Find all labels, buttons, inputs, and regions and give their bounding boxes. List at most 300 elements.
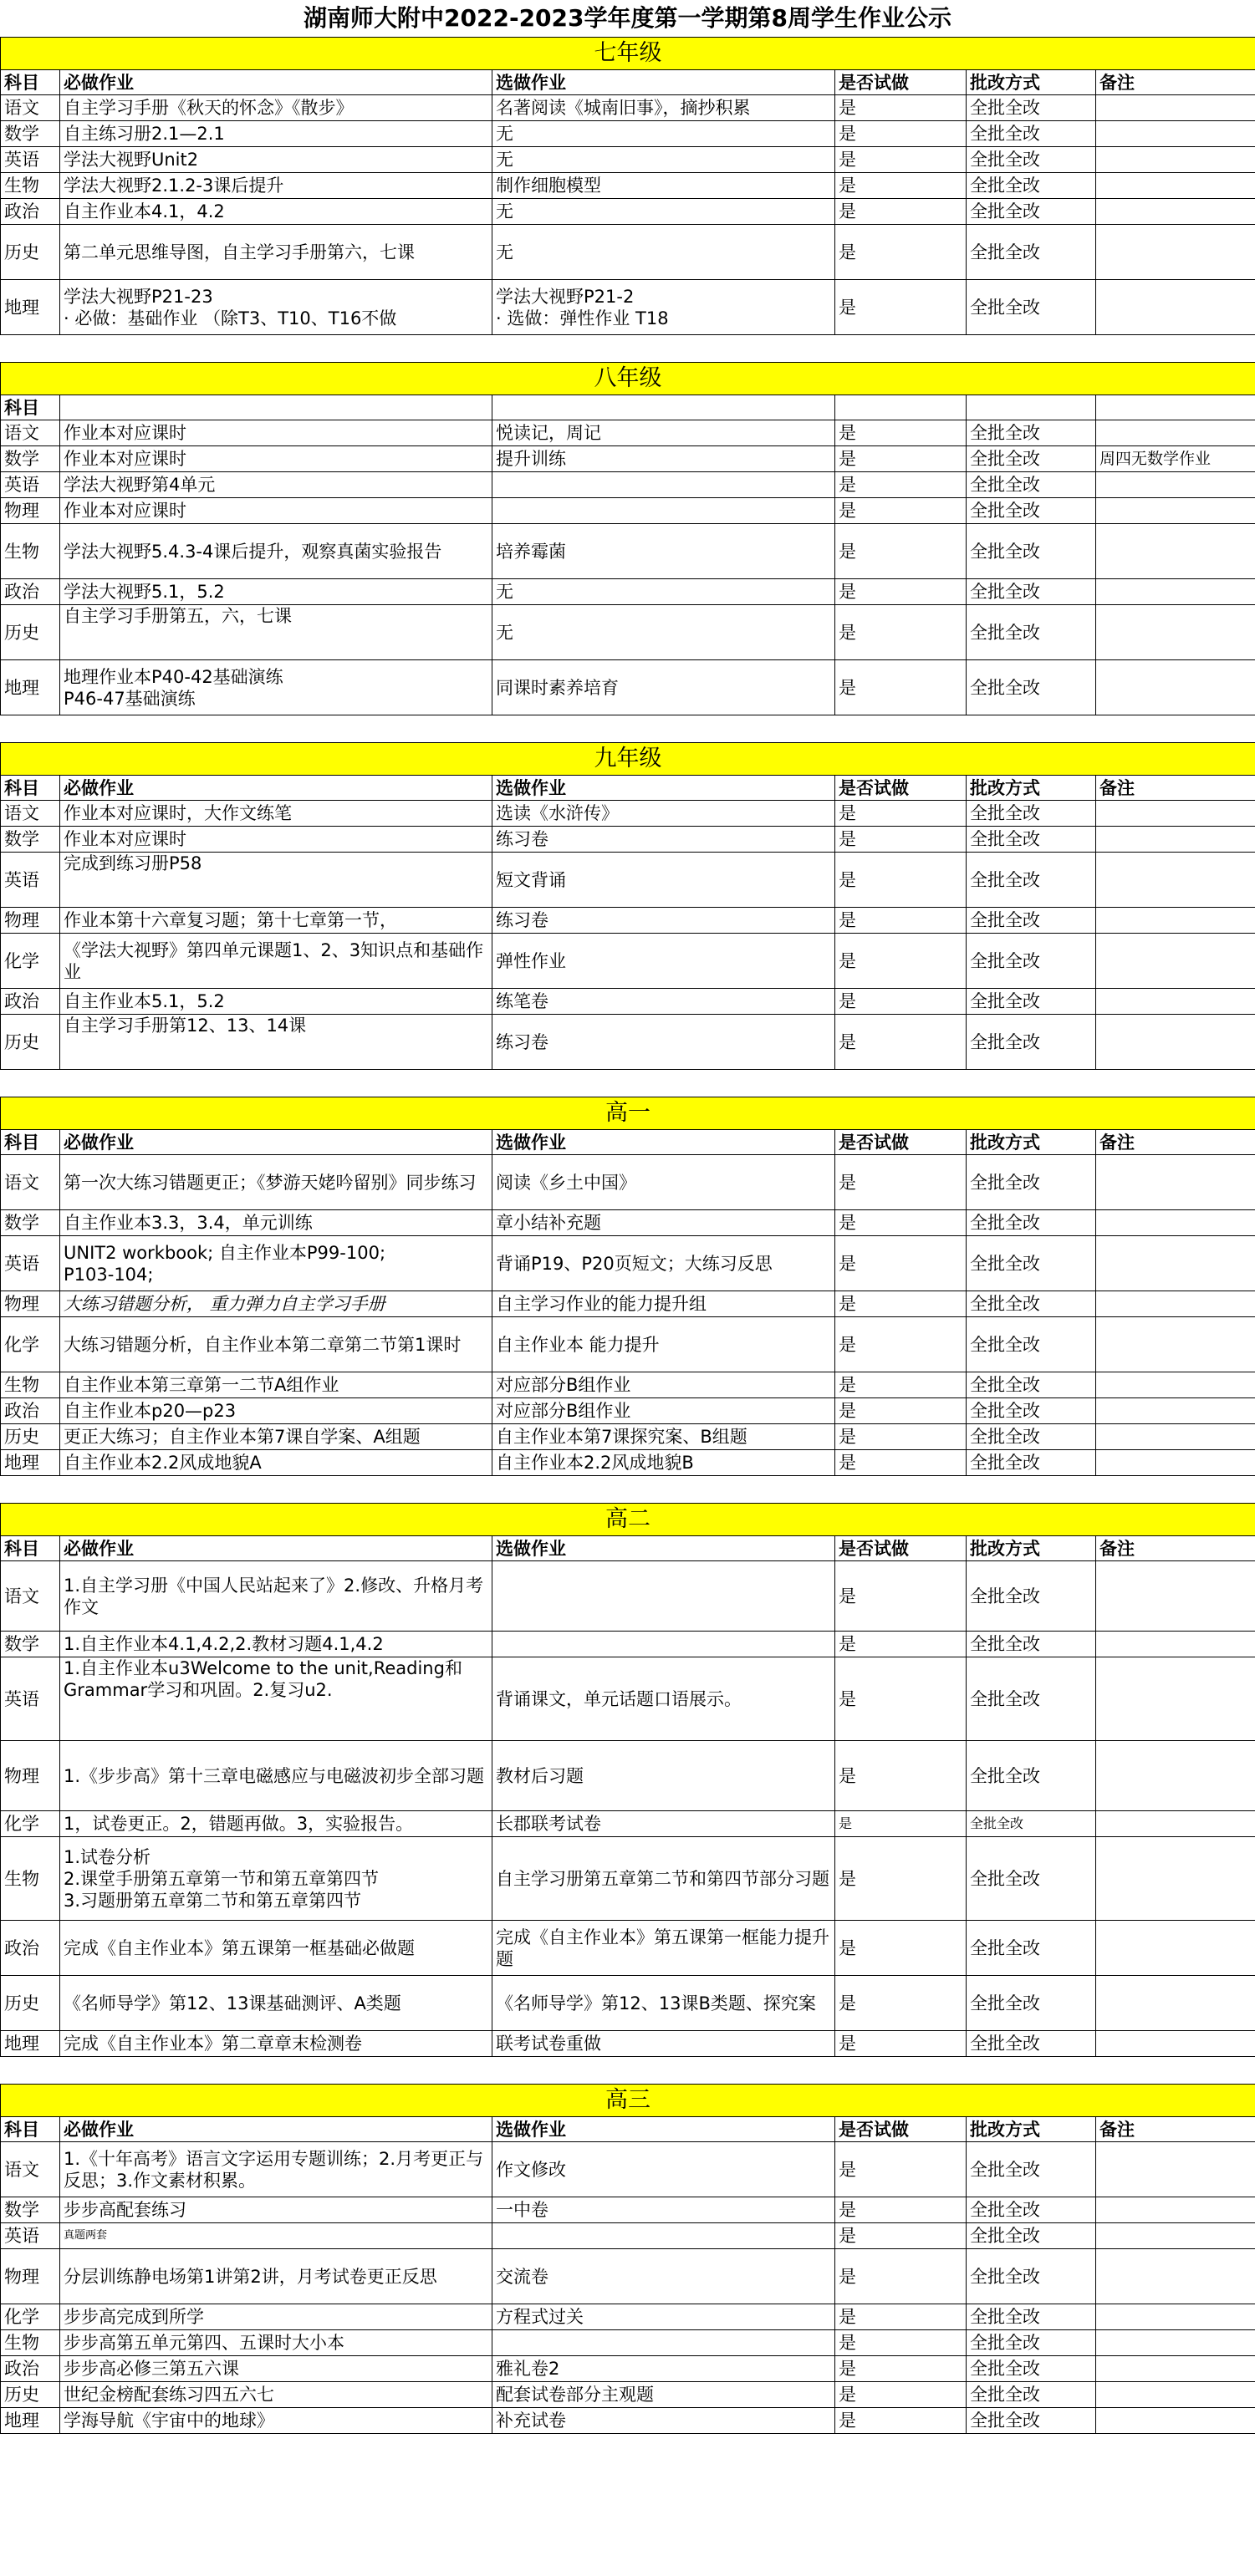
note-cell xyxy=(1096,1015,1255,1070)
table-row xyxy=(1,1741,1255,1811)
trial-cell: 是 xyxy=(835,908,967,934)
section-gap xyxy=(0,2057,1255,2084)
required-homework-cell: 自主作业本3.3，3.4，单元训练 xyxy=(60,1210,492,1236)
optional-homework-cell: 练习卷 xyxy=(492,908,835,934)
trial-cell: 是 xyxy=(835,1236,967,1291)
table-row xyxy=(1,1372,1255,1398)
optional-homework-cell: 阅读《乡土中国》 xyxy=(492,1155,835,1210)
trial-cell: 是 xyxy=(835,2223,967,2249)
subject-cell: 政治 xyxy=(1,2356,60,2382)
optional-homework-cell: 交流卷 xyxy=(492,2249,835,2304)
note-cell xyxy=(1096,2197,1255,2223)
required-homework-cell: 大练习错题分析， 重力弹力自主学习手册 xyxy=(60,1291,492,1317)
grading-cell: 全批全改 xyxy=(967,1450,1096,1476)
optional-homework-cell: 自主作业本 能力提升 xyxy=(492,1317,835,1372)
column-header-required: 必做作业 xyxy=(60,1130,492,1155)
subject-cell: 地理 xyxy=(1,280,60,335)
grading-cell: 全批全改 xyxy=(967,2304,1096,2330)
table-row xyxy=(1,280,1255,335)
optional-homework-cell xyxy=(492,2223,835,2249)
trial-cell: 是 xyxy=(835,1398,967,1424)
optional-homework-cell: 弹性作业 xyxy=(492,934,835,989)
required-homework-cell: 完成《自主作业本》第二章章末检测卷 xyxy=(60,2031,492,2057)
note-cell xyxy=(1096,121,1255,147)
note-cell xyxy=(1096,280,1255,335)
trial-cell: 是 xyxy=(835,1155,967,1210)
grade-table xyxy=(0,1097,1255,1476)
note-cell xyxy=(1096,853,1255,908)
optional-homework-cell xyxy=(492,2330,835,2356)
grade-sections xyxy=(0,37,1255,2434)
optional-homework-cell xyxy=(492,498,835,524)
optional-homework-cell: 无 xyxy=(492,121,835,147)
optional-homework-cell: 作文修改 xyxy=(492,2142,835,2197)
trial-cell: 是 xyxy=(835,801,967,827)
column-header-subject: 科目 xyxy=(1,1536,60,1561)
column-header-trial: 是否试做 xyxy=(835,1130,967,1155)
table-row xyxy=(1,1561,1255,1632)
optional-homework-cell: 悦读记，周记 xyxy=(492,420,835,446)
subject-cell: 生物 xyxy=(1,1372,60,1398)
optional-homework-cell: 无 xyxy=(492,225,835,280)
trial-cell: 是 xyxy=(835,2249,967,2304)
column-header-optional: 选做作业 xyxy=(492,1130,835,1155)
note-cell xyxy=(1096,2142,1255,2197)
required-homework-cell: 自主作业本第三章第一二节A组作业 xyxy=(60,1372,492,1398)
grading-cell: 全批全改 xyxy=(967,579,1096,605)
table-row xyxy=(1,2249,1255,2304)
required-homework-cell: 自主作业本5.1，5.2 xyxy=(60,989,492,1015)
grading-cell: 全批全改 xyxy=(967,2249,1096,2304)
grading-cell: 全批全改 xyxy=(967,660,1096,715)
trial-cell: 是 xyxy=(835,1657,967,1741)
optional-homework-cell: 练习卷 xyxy=(492,827,835,853)
required-homework-cell: 地理作业本P40-42基础演练 P46-47基础演练 xyxy=(60,660,492,715)
subject-cell: 地理 xyxy=(1,660,60,715)
subject-cell: 物理 xyxy=(1,908,60,934)
subject-cell: 语文 xyxy=(1,95,60,121)
trial-cell: 是 xyxy=(835,472,967,498)
subject-cell: 数学 xyxy=(1,1632,60,1657)
table-row xyxy=(1,1210,1255,1236)
column-header-optional xyxy=(492,395,835,420)
subject-cell: 物理 xyxy=(1,1291,60,1317)
grading-cell: 全批全改 xyxy=(967,2142,1096,2197)
table-row xyxy=(1,2223,1255,2249)
optional-homework-cell: 背诵课文，单元话题口语展示。 xyxy=(492,1657,835,1741)
trial-cell: 是 xyxy=(835,1921,967,1976)
note-cell xyxy=(1096,2223,1255,2249)
subject-cell: 生物 xyxy=(1,524,60,579)
note-cell xyxy=(1096,1236,1255,1291)
grading-cell: 全批全改 xyxy=(967,1236,1096,1291)
grading-cell: 全批全改 xyxy=(967,1155,1096,1210)
subject-cell: 英语 xyxy=(1,472,60,498)
trial-cell: 是 xyxy=(835,1317,967,1372)
note-cell xyxy=(1096,934,1255,989)
optional-homework-cell: 联考试卷重做 xyxy=(492,2031,835,2057)
subject-cell: 历史 xyxy=(1,2382,60,2408)
trial-cell: 是 xyxy=(835,1741,967,1811)
subject-cell: 生物 xyxy=(1,1837,60,1921)
trial-cell: 是 xyxy=(835,1450,967,1476)
required-homework-cell: 自主练习册2.1—2.1 xyxy=(60,121,492,147)
column-header-grading xyxy=(967,395,1096,420)
table-row xyxy=(1,1921,1255,1976)
grading-cell: 全批全改 xyxy=(967,1210,1096,1236)
trial-cell: 是 xyxy=(835,1976,967,2031)
column-header-subject: 科目 xyxy=(1,395,60,420)
trial-cell: 是 xyxy=(835,173,967,199)
trial-cell: 是 xyxy=(835,2408,967,2434)
optional-homework-cell: 配套试卷部分主观题 xyxy=(492,2382,835,2408)
note-cell xyxy=(1096,605,1255,660)
optional-homework-cell: 自主作业本第7课探究案、B组题 xyxy=(492,1424,835,1450)
table-row xyxy=(1,173,1255,199)
table-row xyxy=(1,2382,1255,2408)
subject-cell: 物理 xyxy=(1,498,60,524)
note-cell xyxy=(1096,2031,1255,2057)
column-header-grading: 批改方式 xyxy=(967,2117,1096,2142)
required-homework-cell: 学海导航《宇宙中的地球》 xyxy=(60,2408,492,2434)
column-header-grading: 批改方式 xyxy=(967,70,1096,95)
grade-title: 九年级 xyxy=(1,743,1255,776)
trial-cell: 是 xyxy=(835,1291,967,1317)
trial-cell: 是 xyxy=(835,280,967,335)
required-homework-cell: 步步高配套练习 xyxy=(60,2197,492,2223)
column-header-optional: 选做作业 xyxy=(492,70,835,95)
table-row xyxy=(1,989,1255,1015)
required-homework-cell: 1.自主学习册《中国人民站起来了》2.修改、升格月考作文 xyxy=(60,1561,492,1632)
table-row xyxy=(1,2031,1255,2057)
trial-cell: 是 xyxy=(835,579,967,605)
subject-cell: 化学 xyxy=(1,934,60,989)
grading-cell: 全批全改 xyxy=(967,498,1096,524)
table-row xyxy=(1,801,1255,827)
subject-cell: 政治 xyxy=(1,199,60,225)
required-homework-cell: 作业本对应课时 xyxy=(60,498,492,524)
required-homework-cell: 自主学习手册第五，六，七课 xyxy=(60,605,492,660)
column-header-note: 备注 xyxy=(1096,776,1255,801)
required-homework-cell: 学法大视野P21-23 · 必做：基础作业 （除T3、T10、T16不做 xyxy=(60,280,492,335)
note-cell xyxy=(1096,1398,1255,1424)
required-homework-cell: 《名师导学》第12、13课基础测评、A类题 xyxy=(60,1976,492,2031)
grade-header-row xyxy=(1,743,1255,776)
trial-cell: 是 xyxy=(835,2142,967,2197)
grading-cell: 全批全改 xyxy=(967,1372,1096,1398)
note-cell xyxy=(1096,2382,1255,2408)
required-homework-cell: 真题两套 xyxy=(60,2223,492,2249)
table-row xyxy=(1,2304,1255,2330)
grading-cell: 全批全改 xyxy=(967,225,1096,280)
required-homework-cell: 学法大视野Unit2 xyxy=(60,147,492,173)
section-gap xyxy=(0,715,1255,742)
table-row xyxy=(1,472,1255,498)
subject-cell: 物理 xyxy=(1,2249,60,2304)
column-header-required: 必做作业 xyxy=(60,1536,492,1561)
subject-cell: 英语 xyxy=(1,853,60,908)
grading-cell: 全批全改 xyxy=(967,1632,1096,1657)
column-header-required xyxy=(60,395,492,420)
table-row xyxy=(1,95,1255,121)
subject-cell: 政治 xyxy=(1,1921,60,1976)
required-homework-cell: 第二单元思维导图，自主学习手册第六，七课 xyxy=(60,225,492,280)
subject-cell: 政治 xyxy=(1,1398,60,1424)
note-cell xyxy=(1096,524,1255,579)
grading-cell: 全批全改 xyxy=(967,2031,1096,2057)
grade-table xyxy=(0,37,1255,335)
grading-cell: 全批全改 xyxy=(967,121,1096,147)
required-homework-cell: 完成到练习册P58 xyxy=(60,853,492,908)
table-row xyxy=(1,121,1255,147)
column-header-row xyxy=(1,395,1255,420)
note-cell xyxy=(1096,1921,1255,1976)
required-homework-cell: 作业本第十六章复习题；第十七章第一节， xyxy=(60,908,492,934)
trial-cell: 是 xyxy=(835,1210,967,1236)
required-homework-cell: 自主学习手册《秋天的怀念》《散步》 xyxy=(60,95,492,121)
subject-cell: 历史 xyxy=(1,1015,60,1070)
grading-cell: 全批全改 xyxy=(967,2197,1096,2223)
table-row xyxy=(1,660,1255,715)
subject-cell: 物理 xyxy=(1,1741,60,1811)
grading-cell: 全批全改 xyxy=(967,420,1096,446)
trial-cell: 是 xyxy=(835,2304,967,2330)
trial-cell: 是 xyxy=(835,827,967,853)
trial-cell: 是 xyxy=(835,1561,967,1632)
optional-homework-cell: 对应部分B组作业 xyxy=(492,1398,835,1424)
optional-homework-cell: 自主作业本2.2风成地貌B xyxy=(492,1450,835,1476)
trial-cell: 是 xyxy=(835,2356,967,2382)
optional-homework-cell: 对应部分B组作业 xyxy=(492,1372,835,1398)
note-cell xyxy=(1096,199,1255,225)
subject-cell: 生物 xyxy=(1,173,60,199)
grade-header-row xyxy=(1,38,1255,70)
required-homework-cell: 自主作业本2.2风成地貌A xyxy=(60,1450,492,1476)
grading-cell: 全批全改 xyxy=(967,2382,1096,2408)
grading-cell: 全批全改 xyxy=(967,1291,1096,1317)
table-row xyxy=(1,420,1255,446)
required-homework-cell: 分层训练静电场第1讲第2讲，月考试卷更正反思 xyxy=(60,2249,492,2304)
column-header-row xyxy=(1,1130,1255,1155)
required-homework-cell: 步步高完成到所学 xyxy=(60,2304,492,2330)
table-row xyxy=(1,908,1255,934)
note-cell xyxy=(1096,827,1255,853)
subject-cell: 数学 xyxy=(1,121,60,147)
table-row xyxy=(1,1657,1255,1741)
trial-cell: 是 xyxy=(835,1015,967,1070)
grading-cell: 全批全改 xyxy=(967,827,1096,853)
column-header-trial xyxy=(835,395,967,420)
column-header-subject: 科目 xyxy=(1,2117,60,2142)
subject-cell: 语文 xyxy=(1,1155,60,1210)
column-header-trial: 是否试做 xyxy=(835,1536,967,1561)
note-cell xyxy=(1096,2356,1255,2382)
trial-cell: 是 xyxy=(835,2382,967,2408)
table-row xyxy=(1,446,1255,472)
column-header-note: 备注 xyxy=(1096,1130,1255,1155)
subject-cell: 语文 xyxy=(1,420,60,446)
grading-cell: 全批全改 xyxy=(967,908,1096,934)
table-row xyxy=(1,1450,1255,1476)
table-row xyxy=(1,1015,1255,1070)
grade-table xyxy=(0,362,1255,715)
grading-cell: 全批全改 xyxy=(967,147,1096,173)
required-homework-cell: 学法大视野第4单元 xyxy=(60,472,492,498)
table-row xyxy=(1,1424,1255,1450)
subject-cell: 英语 xyxy=(1,1657,60,1741)
table-row xyxy=(1,2356,1255,2382)
required-homework-cell: 学法大视野5.4.3-4课后提升，观察真菌实验报告 xyxy=(60,524,492,579)
column-header-row xyxy=(1,776,1255,801)
note-cell xyxy=(1096,989,1255,1015)
column-header-row xyxy=(1,1536,1255,1561)
required-homework-cell: 1.自主作业本4.1,4.2,2.教材习题4.1,4.2 xyxy=(60,1632,492,1657)
required-homework-cell: 《学法大视野》第四单元课题1、2、3知识点和基础作业 xyxy=(60,934,492,989)
required-homework-cell: 完成《自主作业本》第五课第一框基础必做题 xyxy=(60,1921,492,1976)
table-row xyxy=(1,1837,1255,1921)
required-homework-cell: 1.《十年高考》语言文字运用专题训练；2.月考更正与反思；3.作文素材积累。 xyxy=(60,2142,492,2197)
subject-cell: 语文 xyxy=(1,2142,60,2197)
column-header-optional: 选做作业 xyxy=(492,2117,835,2142)
note-cell xyxy=(1096,801,1255,827)
grading-cell: 全批全改 xyxy=(967,1561,1096,1632)
required-homework-cell: 自主作业本p20—p23 xyxy=(60,1398,492,1424)
optional-homework-cell: 短文背诵 xyxy=(492,853,835,908)
grading-cell: 全批全改 xyxy=(967,173,1096,199)
required-homework-cell: 1，试卷更正。2，错题再做。3，实验报告。 xyxy=(60,1811,492,1837)
grading-cell: 全批全改 xyxy=(967,2408,1096,2434)
trial-cell: 是 xyxy=(835,498,967,524)
required-homework-cell: 作业本对应课时 xyxy=(60,420,492,446)
note-cell xyxy=(1096,95,1255,121)
subject-cell: 化学 xyxy=(1,1811,60,1837)
required-homework-cell: 步步高第五单元第四、五课时大小本 xyxy=(60,2330,492,2356)
grading-cell: 全批全改 xyxy=(967,1837,1096,1921)
page-title: 湖南师大附中2022-2023学年度第一学期第8周学生作业公示 xyxy=(304,4,951,32)
subject-cell: 历史 xyxy=(1,1976,60,2031)
grading-cell: 全批全改 xyxy=(967,199,1096,225)
note-cell xyxy=(1096,1424,1255,1450)
grading-cell: 全批全改 xyxy=(967,1976,1096,2031)
grading-cell: 全批全改 xyxy=(967,1921,1096,1976)
subject-cell: 地理 xyxy=(1,2031,60,2057)
required-homework-cell: 更正大练习；自主作业本第7课自学案、A组题 xyxy=(60,1424,492,1450)
table-row xyxy=(1,1811,1255,1837)
subject-cell: 数学 xyxy=(1,2197,60,2223)
subject-cell: 化学 xyxy=(1,2304,60,2330)
optional-homework-cell: 完成《自主作业本》第五课第一框能力提升题 xyxy=(492,1921,835,1976)
subject-cell: 数学 xyxy=(1,1210,60,1236)
optional-homework-cell: 自主学习册第五章第二节和第四节部分习题 xyxy=(492,1837,835,1921)
required-homework-cell: 第一次大练习错题更正；《梦游天姥吟留别》同步练习 xyxy=(60,1155,492,1210)
note-cell xyxy=(1096,147,1255,173)
column-header-row xyxy=(1,70,1255,95)
required-homework-cell: 1.《步步高》第十三章电磁感应与电磁波初步全部习题 xyxy=(60,1741,492,1811)
column-header-note: 备注 xyxy=(1096,2117,1255,2142)
optional-homework-cell: 制作细胞模型 xyxy=(492,173,835,199)
note-cell xyxy=(1096,2330,1255,2356)
trial-cell: 是 xyxy=(835,2197,967,2223)
required-homework-cell: 作业本对应课时 xyxy=(60,446,492,472)
optional-homework-cell: 方程式过关 xyxy=(492,2304,835,2330)
table-row xyxy=(1,605,1255,660)
optional-homework-cell: 背诵P19、P20页短文；大练习反思 xyxy=(492,1236,835,1291)
grading-cell: 全批全改 xyxy=(967,1317,1096,1372)
grading-cell: 全批全改 xyxy=(967,280,1096,335)
grade-title: 高三 xyxy=(1,2085,1255,2117)
note-cell xyxy=(1096,1450,1255,1476)
note-cell xyxy=(1096,420,1255,446)
note-cell xyxy=(1096,1741,1255,1811)
note-cell xyxy=(1096,225,1255,280)
required-homework-cell: 作业本对应课时 xyxy=(60,827,492,853)
subject-cell: 数学 xyxy=(1,446,60,472)
grade-title: 高二 xyxy=(1,1504,1255,1536)
optional-homework-cell: 同课时素养培育 xyxy=(492,660,835,715)
table-row xyxy=(1,2330,1255,2356)
subject-cell: 历史 xyxy=(1,605,60,660)
grading-cell: 全批全改 xyxy=(967,1424,1096,1450)
trial-cell: 是 xyxy=(835,420,967,446)
column-header-subject: 科目 xyxy=(1,70,60,95)
table-row xyxy=(1,498,1255,524)
grade-header-row xyxy=(1,1504,1255,1536)
subject-cell: 语文 xyxy=(1,1561,60,1632)
optional-homework-cell: 无 xyxy=(492,199,835,225)
grade-title: 高一 xyxy=(1,1097,1255,1130)
grading-cell: 全批全改 xyxy=(967,472,1096,498)
subject-cell: 历史 xyxy=(1,1424,60,1450)
note-cell xyxy=(1096,1837,1255,1921)
grading-cell: 全批全改 xyxy=(967,1741,1096,1811)
table-row xyxy=(1,1976,1255,2031)
note-cell xyxy=(1096,1291,1255,1317)
required-homework-cell: 学法大视野2.1.2-3课后提升 xyxy=(60,173,492,199)
grading-cell: 全批全改 xyxy=(967,853,1096,908)
note-cell xyxy=(1096,579,1255,605)
required-homework-cell: 自主学习手册第12、13、14课 xyxy=(60,1015,492,1070)
grading-cell: 全批全改 xyxy=(967,1015,1096,1070)
grade-table xyxy=(0,742,1255,1070)
grade-header-row xyxy=(1,1097,1255,1130)
subject-cell: 英语 xyxy=(1,147,60,173)
column-header-row xyxy=(1,2117,1255,2142)
column-header-optional: 选做作业 xyxy=(492,776,835,801)
required-homework-cell: 步步高必修三第五六课 xyxy=(60,2356,492,2382)
grade-header-row xyxy=(1,2085,1255,2117)
table-row xyxy=(1,2197,1255,2223)
grading-cell: 全批全改 xyxy=(967,1811,1096,1837)
trial-cell: 是 xyxy=(835,989,967,1015)
subject-cell: 化学 xyxy=(1,1317,60,1372)
required-homework-cell: UNIT2 workbook; 自主作业本P99-100; P103-104; xyxy=(60,1236,492,1291)
grading-cell: 全批全改 xyxy=(967,934,1096,989)
subject-cell: 政治 xyxy=(1,579,60,605)
table-row xyxy=(1,147,1255,173)
grading-cell: 全批全改 xyxy=(967,2356,1096,2382)
subject-cell: 英语 xyxy=(1,2223,60,2249)
subject-cell: 生物 xyxy=(1,2330,60,2356)
trial-cell: 是 xyxy=(835,660,967,715)
note-cell xyxy=(1096,498,1255,524)
trial-cell: 是 xyxy=(835,605,967,660)
optional-homework-cell: 补充试卷 xyxy=(492,2408,835,2434)
optional-homework-cell: 培养霉菌 xyxy=(492,524,835,579)
note-cell xyxy=(1096,1210,1255,1236)
note-cell xyxy=(1096,1561,1255,1632)
table-row xyxy=(1,1291,1255,1317)
grade-table xyxy=(0,2084,1255,2434)
